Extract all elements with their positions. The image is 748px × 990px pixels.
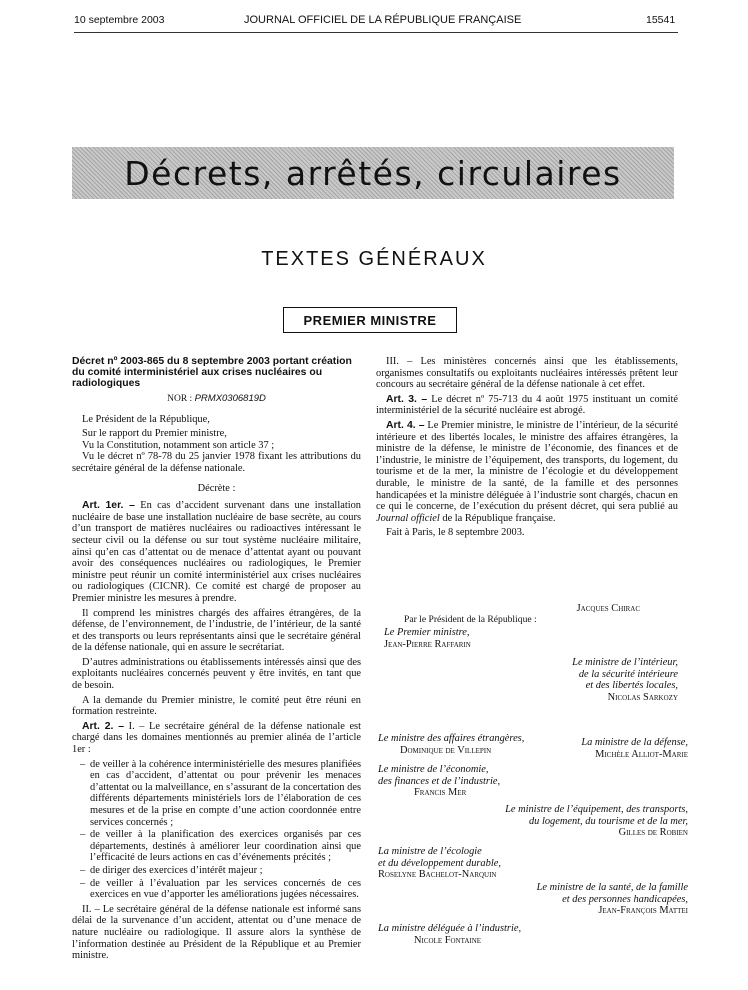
article-2-section-iii: III. – Les ministères concernés ainsi que les établissements, organismes consultatifs ou exploitants nucléaires intéressés prêtent leur concours au secrétaire général de la défense nationale à cet effet. <box>376 356 678 391</box>
header-date: 10 septembre 2003 <box>74 14 165 26</box>
article-1-paragraph: Il comprend les ministres chargés des affaires étrangères, de la défense, de l’environnement, de l’industrie, de l’intérieur, de la santé et des transports ou leurs représentants ainsi que le secrétaire général de la défense nationale, qui en assure le secrétariat. <box>72 607 361 654</box>
left-column <box>72 356 361 965</box>
signatory: Le ministre de l’économie, des finances et de l’industrie, Francis Mer <box>378 764 501 799</box>
article-4-label: Art. 4. – <box>386 419 425 431</box>
article-1-label: Art. 1er. – <box>82 500 135 512</box>
journal-officiel-ref: Journal officiel <box>376 512 440 524</box>
signatory-name: Nicolas Sarkozy <box>607 691 678 703</box>
signatory: La ministre de la défense, Michèle Alliot-Marie <box>500 737 688 760</box>
decrete-line: Décrète : <box>197 482 236 494</box>
right-column <box>376 356 678 542</box>
signature-date: Fait à Paris, le 8 septembre 2003. <box>386 527 525 539</box>
article-2: Art. 2. – I. – Le secrétaire général de la défense nationale est chargé dans les domaines mentionnés au premier alinéa de l’article 1er : <box>72 720 361 756</box>
article-1-paragraph: A la demande du Premier ministre, le comité peut être réuni en formation restreinte. <box>72 694 361 718</box>
header-rule <box>74 32 678 33</box>
signatory: Le ministre des affaires étrangères, Dominique de Villepin <box>378 733 525 756</box>
list-item: – de veiller à la cohérence interministérielle des mesures planifiées en cas d’accident, d’attentat ou pour prévenir les menaces d’attentat ou la malveillance, en s’assurant de la concertation des différents départements ministériels lors de l’élaboration de ces mesures et de la prise en compte d’une action coordonnée entre services concernés ; <box>82 759 361 829</box>
section-title: TEXTES GÉNÉRAUX <box>261 248 487 270</box>
header-journal-title: JOURNAL OFFICIEL DE LA RÉPUBLIQUE FRANÇAISE <box>244 14 522 26</box>
list-item: – de diriger des exercices d’intérêt majeur ; <box>82 865 361 877</box>
signatory-name: Jean-Pierre Raffarin <box>384 638 471 650</box>
signatory: Le ministre de l’intérieur, de la sécurité intérieure et des libertés locales, Nicolas Sarkozy <box>480 657 678 703</box>
signatory: La ministre déléguée à l’industrie, Nicole Fontaine <box>378 923 522 946</box>
article-2-label: Art. 2. – <box>82 720 125 732</box>
preamble-line: Vu la Constitution, notamment son article 37 ; <box>82 439 275 451</box>
par-le-president: Par le Président de la République : <box>404 614 537 625</box>
header-page-number: 15541 <box>646 14 676 26</box>
list-item: – de veiller à l’évaluation par les services concernés de ces exercices en vue d’apporter les améliorations jugées nécessaires. <box>82 878 361 901</box>
article-2-section-ii: II. – Le secrétaire général de la défense nationale est informé sans délai de la survenance d’un accident, attentat ou d’une menace de nature nucléaire ou radiologique. Il assure alors la synthèse de l’information destinée au Président de la République et au Premier ministre. <box>72 903 361 962</box>
signatory: Le ministre de la santé, de la famille et des personnes handicapées, Jean-François Mattei <box>470 882 688 917</box>
article-3: Art. 3. – Le décret nº 75-713 du 4 août 1975 instituant un comité interministériel de la sécurité nucléaire est abrogé. <box>376 393 678 417</box>
ministry-box <box>283 307 457 333</box>
preamble-line: Vu le décret nº 78-78 du 25 janvier 1978 fixant les attributions du secrétaire général de la défense nationale. <box>72 451 361 474</box>
banner-title: Décrets, arrêtés, circulaires <box>124 153 622 193</box>
nor-reference: NOR : PRMX0306819D <box>167 393 266 404</box>
signatory-name: Jean-François Mattei <box>598 905 688 917</box>
section-banner <box>72 147 674 199</box>
article-3-label: Art. 3. – <box>386 393 428 405</box>
ministry-label: PREMIER MINISTRE <box>303 312 437 328</box>
signatory-name: Michèle Alliot-Marie <box>595 748 688 760</box>
signatory-name: Dominique de Villepin <box>400 744 492 756</box>
article-2-list <box>72 759 361 901</box>
nor-code: PRMX0306819D <box>194 393 266 404</box>
preamble-line: Le Président de la République, <box>82 413 210 425</box>
article-4: Art. 4. – Le Premier ministre, le ministre de l’intérieur, de la sécurité intérieure et des libertés locales, le ministre des affaires étrangères, la ministre de la défense, le ministre de l’économie, des finances et de l’industrie, le ministre de l’équipement, des transports, du logement, du tourisme et de la mer, la ministre de l’écologie et du développement durable, le ministre de la santé, de la famille et des personnes handicapées et la ministre déléguée à l’industrie sont chargés, chacun en ce qui le concerne, de l’exécution du présent décret, qui sera publié au Journal officiel de la République française. <box>376 419 678 524</box>
preamble-line: Sur le rapport du Premier ministre, <box>82 428 227 440</box>
president-name: Jacques Chirac <box>576 603 640 614</box>
list-item: – de veiller à la planification des exercices organisés par ces départements, destinés à améliorer leur coordination ainsi que l’efficacité de leurs actions en cas d’événements précités ; <box>82 829 361 864</box>
president-signature <box>520 603 640 615</box>
signatory-name: Gilles de Robien <box>618 827 688 839</box>
signatory: Le Premier ministre, Jean-Pierre Raffarin <box>384 627 471 650</box>
signatory-name: Nicole Fontaine <box>414 934 482 946</box>
page-header <box>0 6 748 26</box>
signatory-name: Roselyne Bachelot-Narquin <box>378 869 497 881</box>
article-1: Art. 1er. – En cas d’accident survenant dans une installation nucléaire de base une installation nucléaire de base secrète, au cours d’un transport de matières nucléaires ou radioactives intéressant le secteur civil ou la défense ou sur tout système nucléaire militaire, ainsi qu’en cas d’attentat ou de menace d’attentat ayant ou pouvant avoir des conséquences nucléaires ou radiologiques, le Premier ministre peut réunir un comité interministériel aux crises nucléaires ou radiologiques (CICNR). Ce comité est chargé de proposer au Premier ministre les mesures à prendre. <box>72 500 361 604</box>
article-1-paragraph: D’autres administrations ou établissements intéressés ainsi que des exploitants nucléaires concernés peuvent y être invités, en tant que de besoin. <box>72 656 361 692</box>
signatory-name: Francis Mer <box>414 787 467 799</box>
signatory: La ministre de l’écologie et du développement durable, Roselyne Bachelot-Narquin <box>378 846 501 881</box>
decree-title: Décret nº 2003-865 du 8 septembre 2003 portant création du comité interministériel aux crises nucléaires ou radiologiques <box>72 356 352 389</box>
signatory: Le ministre de l’équipement, des transports, du logement, du tourisme et de la mer, Gilles de Robien <box>440 804 688 839</box>
